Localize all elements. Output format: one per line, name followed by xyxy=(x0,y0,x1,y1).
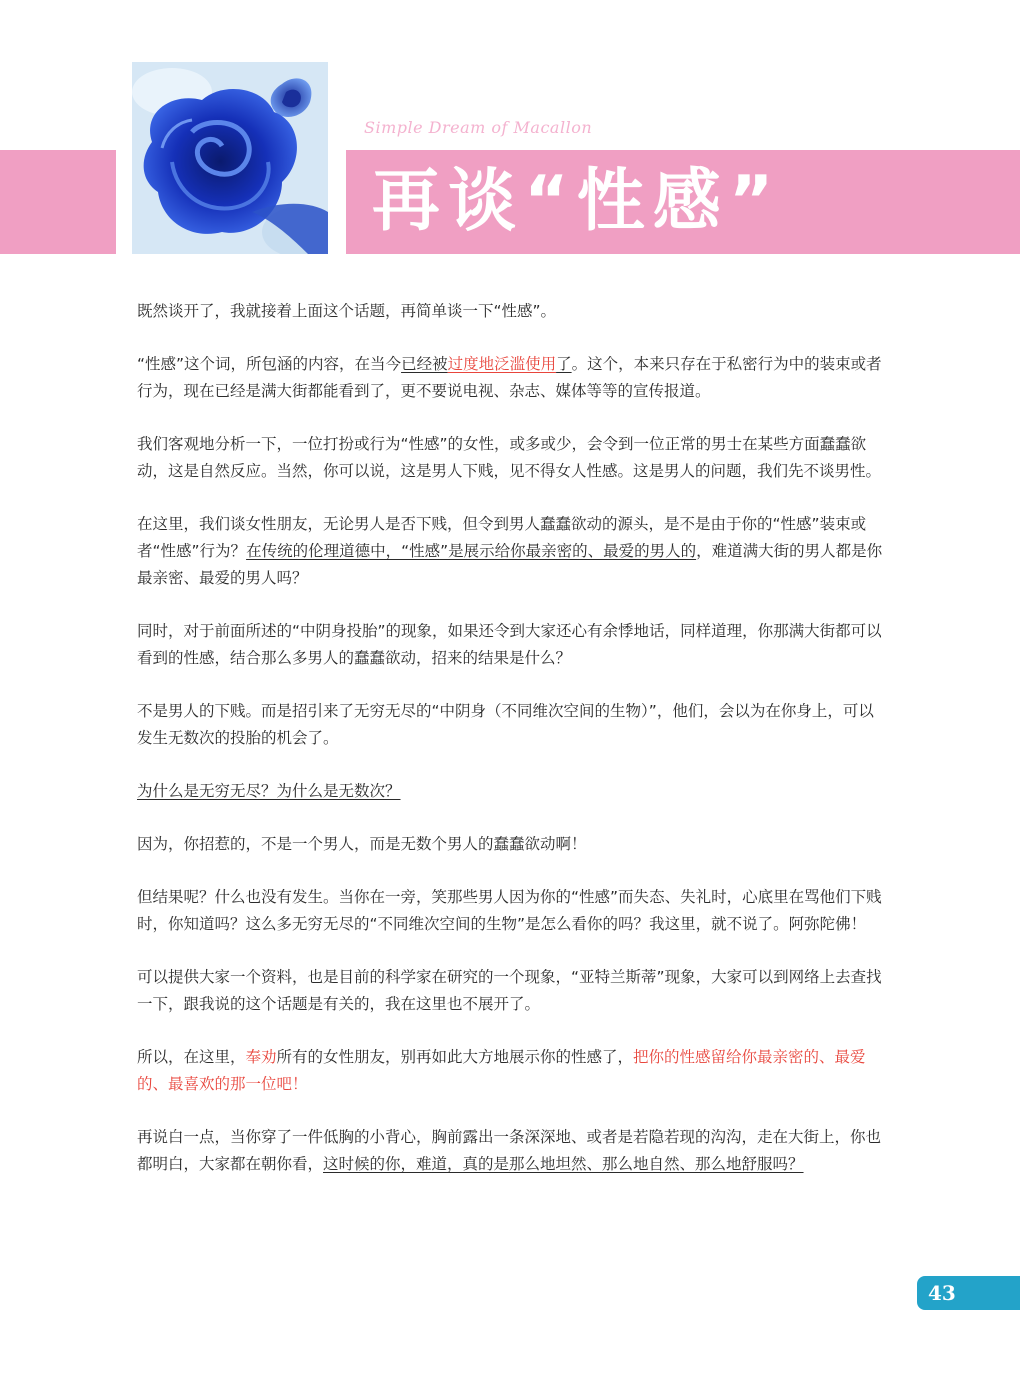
paragraph xyxy=(137,698,887,752)
paragraph xyxy=(137,884,887,938)
text-segment: 不是男人的下贱。而是招引来了无穷无尽的“中阴身（不同维次空间的生物）”，他们，会以为在你身上，可以发生无数次的投胎的机会了。 xyxy=(137,702,874,747)
text-segment: 因为，你招惹的，不是一个男人，而是无数个男人的蠢蠢欲动啊！ xyxy=(137,835,587,853)
text-segment: 了 xyxy=(556,355,572,373)
page-number: 43 xyxy=(928,1281,956,1305)
text-segment: “性感”这个词，所包涵的内容，在当今 xyxy=(137,355,402,373)
text-segment: 既然谈开了，我就接着上面这个话题，再简单谈一下“性感”。 xyxy=(137,302,557,320)
text-segment: 再说白一点，当你穿了一件低胸的小背心，胸前露出一条深深地、或者是若隐若现的沟沟，走在大街上，你也都明白，大家都在朝你看， xyxy=(137,1128,882,1173)
text-segment: 已经被 xyxy=(401,355,448,373)
text-segment: 所以，在这里， xyxy=(137,1048,246,1066)
header-subtitle: Simple Dream of Macallon xyxy=(364,118,593,137)
paragraph xyxy=(137,298,887,325)
text-segment: 在这里，我们谈女性朋友，无论男人是否下贱，但令到男人蠢蠢欲动的源头，是不是由于你的“性感”装束或者“性感”行为？ xyxy=(137,515,867,560)
text-segment: 。这个，本来只存在于私密行为中的装束或者行为，现在已经是满大街都能看到了，更不要说电视、杂志、媒体等等的宣传报道。 xyxy=(137,355,882,400)
text-segment: ，难道满大街的男人都是你最亲密、最爱的男人吗？ xyxy=(137,542,883,587)
text-segment: 所有的女性朋友，别再如此大方地展示你的性感了， xyxy=(276,1048,634,1066)
text-segment: 但结果呢？什么也没有发生。当你在一旁，笑那些男人因为你的“性感”而失态、失礼时，心底里在骂他们下贱时，你知道吗？这么多无穷无尽的“不同维次空间的生物”是怎么看你的吗？我这里，就不说了。阿弥陀佛！ xyxy=(137,888,882,933)
header-band-left xyxy=(0,150,116,254)
paragraph xyxy=(137,351,887,405)
paragraph xyxy=(137,431,887,485)
blue-rose-photo xyxy=(132,62,328,254)
paragraph xyxy=(137,618,887,672)
page-title: 再谈“性感” xyxy=(372,162,782,241)
text-segment: 把你的性感留给你最亲密的、最爱的、最喜欢的那一位吧！ xyxy=(137,1048,866,1093)
blue-rose-image xyxy=(132,62,328,254)
text-segment: 为什么是无穷无尽？为什么是无数次？ xyxy=(137,782,401,800)
text-segment: 在传统的伦理道德中，“性感”是展示给你最亲密的、最爱的男人的 xyxy=(246,542,697,560)
text-segment: 奉劝 xyxy=(245,1048,277,1066)
paragraph xyxy=(137,511,887,592)
paragraph xyxy=(137,778,887,805)
paragraph xyxy=(137,1044,887,1098)
article-body xyxy=(137,298,887,1204)
text-segment: 这时候的你，难道，真的是那么地坦然、那么地自然、那么地舒服吗？ xyxy=(323,1155,804,1173)
text-segment: 我们客观地分析一下，一位打扮或行为“性感”的女性，或多或少，会令到一位正常的男士在某些方面蠢蠢欲动，这是自然反应。当然，你可以说，这是男人下贱，见不得女人性感。这是男人的问题，我们先不谈男性。 xyxy=(137,435,882,480)
text-segment: 同时，对于前面所述的“中阴身投胎”的现象，如果还令到大家还心有余悸地话，同样道理，你那满大街都可以看到的性感，结合那么多男人的蠢蠢欲动，招来的结果是什么？ xyxy=(137,622,882,667)
text-segment: 过度地泛滥使用 xyxy=(447,355,557,373)
paragraph xyxy=(137,1124,887,1178)
page-number-tab xyxy=(917,1276,1020,1310)
paragraph xyxy=(137,831,887,858)
paragraph xyxy=(137,964,887,1018)
text-segment: 可以提供大家一个资料，也是目前的科学家在研究的一个现象，“亚特兰斯蒂”现象，大家可以到网络上去查找一下，跟我说的这个话题是有关的，我在这里也不展开了。 xyxy=(137,968,882,1013)
